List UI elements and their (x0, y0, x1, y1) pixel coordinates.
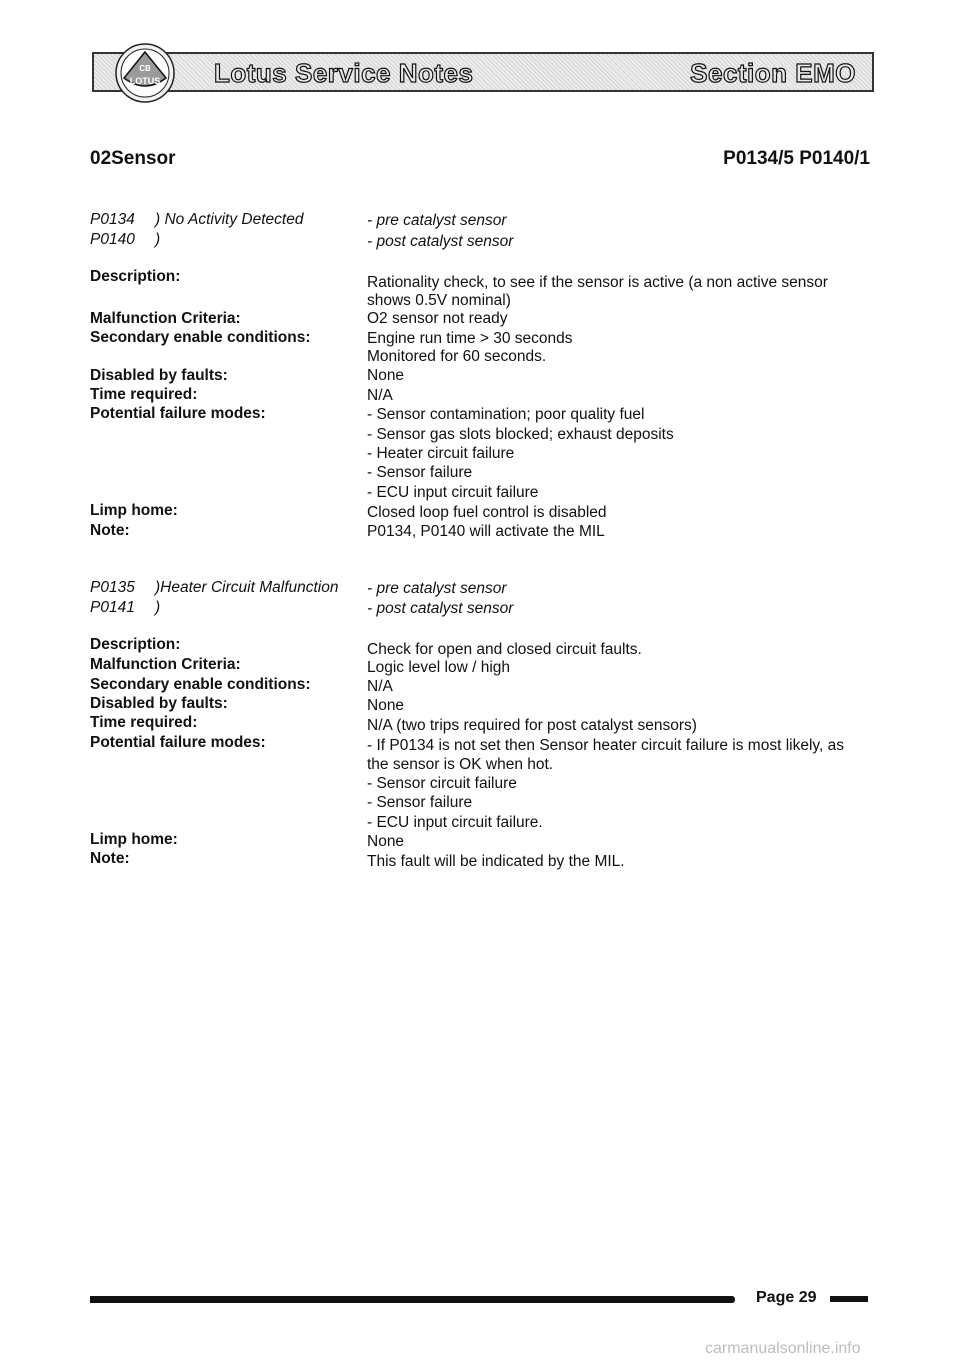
component-title: 02Sensor (90, 148, 176, 169)
fault-name-no-activity: ) No Activity Detected (155, 211, 304, 228)
value-disabled: None (367, 367, 405, 384)
value-time: N/A (367, 387, 393, 404)
label-potential: Potential failure modes: (90, 405, 266, 422)
label-time: Time required: (90, 714, 198, 731)
failure-mode-item: - If P0134 is not set then Sensor heater circuit failure is most likely, as (367, 737, 844, 754)
label-description: Description: (90, 268, 181, 285)
failure-mode-item: - Sensor failure (367, 794, 473, 811)
value-note: This fault will be indicated by the MIL. (367, 853, 625, 870)
code-p0140: P0140 (90, 231, 135, 248)
failure-mode-item: - Heater circuit failure (367, 445, 515, 462)
value-limp: None (367, 833, 405, 850)
label-malfunction: Malfunction Criteria: (90, 656, 241, 673)
failure-mode-item: - ECU input circuit failure. (367, 814, 543, 831)
failure-mode-item: - Sensor gas slots blocked; exhaust deposits (367, 426, 674, 443)
value-limp: Closed loop fuel control is disabled (367, 504, 607, 521)
detail-pre-catalyst: - pre catalyst sensor (367, 580, 507, 597)
value-note: P0134, P0140 will activate the MIL (367, 523, 605, 540)
value-secondary-1: Engine run time > 30 seconds (367, 330, 573, 347)
value-description: Check for open and closed circuit faults. (367, 641, 642, 658)
watermark: carmanualsonline.info (705, 1340, 861, 1357)
label-potential: Potential failure modes: (90, 734, 266, 751)
header-title: Lotus Service Notes (214, 58, 474, 88)
label-limp: Limp home: (90, 831, 178, 848)
fault-bracket: ) (155, 599, 161, 616)
value-malfunction: O2 sensor not ready (367, 310, 508, 327)
fault-codes-title: P0134/5 P0140/1 (723, 148, 870, 169)
label-disabled: Disabled by faults: (90, 367, 228, 384)
label-time: Time required: (90, 386, 198, 403)
value-description-1: Rationality check, to see if the sensor is active (a non active sensor (367, 274, 828, 291)
failure-mode-item: - Sensor circuit failure (367, 775, 517, 792)
label-description: Description: (90, 636, 181, 653)
lotus-logo-icon (110, 42, 180, 104)
header-banner (92, 52, 874, 92)
code-p0141: P0141 (90, 599, 135, 616)
failure-mode-item: - Sensor failure (367, 464, 473, 481)
page-number: Page 29 (756, 1289, 817, 1306)
failure-mode-item: the sensor is OK when hot. (367, 756, 554, 773)
detail-post-catalyst: - post catalyst sensor (367, 233, 514, 250)
label-limp: Limp home: (90, 502, 178, 519)
label-secondary: Secondary enable conditions: (90, 676, 311, 693)
code-p0134: P0134 (90, 211, 135, 228)
fault-bracket: ) (155, 231, 161, 248)
detail-pre-catalyst: - pre catalyst sensor (367, 212, 507, 229)
failure-mode-item: - Sensor contamination; poor quality fuel (367, 406, 645, 423)
logo-text: LOTUS (129, 76, 161, 86)
label-disabled: Disabled by faults: (90, 695, 228, 712)
value-disabled: None (367, 697, 405, 714)
label-secondary: Secondary enable conditions: (90, 329, 311, 346)
detail-post-catalyst: - post catalyst sensor (367, 600, 514, 617)
label-malfunction: Malfunction Criteria: (90, 310, 241, 327)
label-note: Note: (90, 522, 130, 539)
header-section: Section EMO (690, 58, 856, 88)
value-malfunction: Logic level low / high (367, 659, 511, 676)
label-note: Note: (90, 850, 130, 867)
failure-mode-item: - ECU input circuit failure (367, 484, 539, 501)
value-time: N/A (two trips required for post catalyst sensors) (367, 717, 697, 734)
value-secondary-2: Monitored for 60 seconds. (367, 348, 547, 365)
footer-rule-end (830, 1296, 868, 1302)
code-p0135: P0135 (90, 579, 135, 596)
value-secondary: N/A (367, 678, 393, 695)
footer-rule (90, 1296, 735, 1303)
value-description-2: shows 0.5V nominal) (367, 292, 511, 309)
fault-name-heater: )Heater Circuit Malfunction (155, 579, 339, 596)
svg-text:CB: CB (139, 64, 151, 73)
